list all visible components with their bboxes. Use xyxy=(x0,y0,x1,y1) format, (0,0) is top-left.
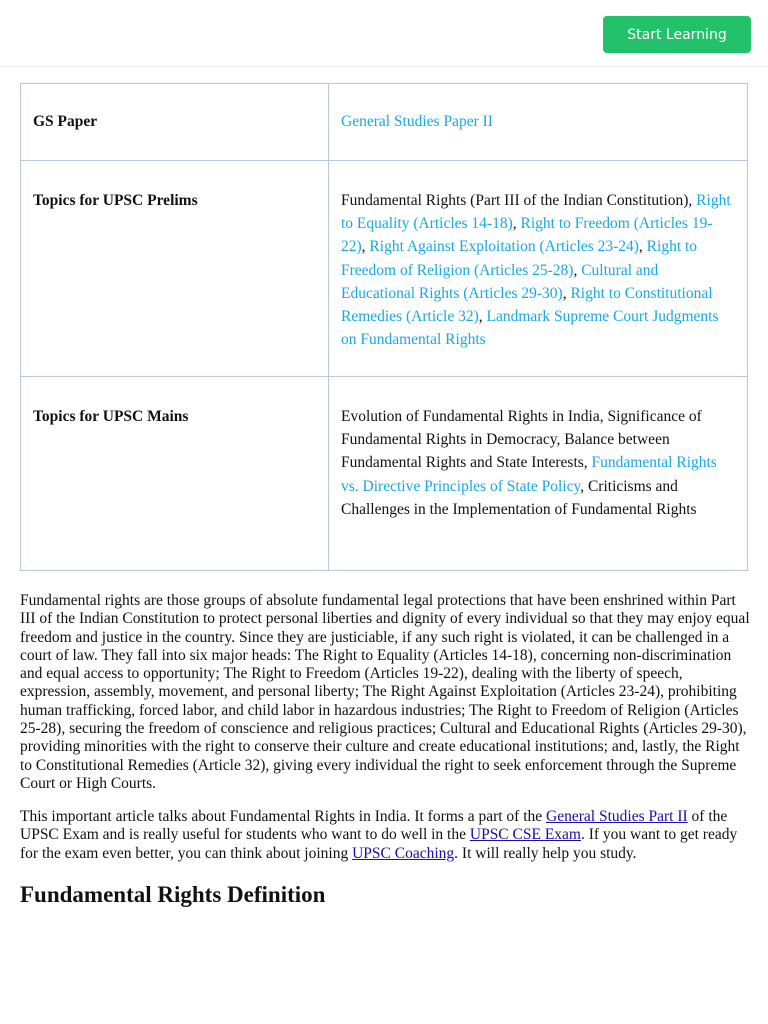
prelims-link[interactable]: Right to Equality (Articles 14-18) xyxy=(341,192,731,233)
article-paragraph xyxy=(20,808,752,863)
mains-label: Topics for UPSC Mains xyxy=(21,377,329,571)
prelims-link[interactable]: Right to Freedom of Religion (Articles 25-28) xyxy=(341,238,698,279)
upsc-cse-exam-link[interactable]: UPSC CSE Exam xyxy=(469,826,581,844)
mains-text: , Criticisms and Challenges in the Implementation of Fundamental Rights xyxy=(341,477,697,518)
prelims-value: Fundamental Rights (Part III of the Indian Constitution), Right to Equality (Articles 14-18), Right to Freedom (Articles 19-22), Right Against Exploitation (Articles 23-24), Right to Freedom of Religion (Articles 25-28), Cultural and Educational Rights (Articles 29-30), Right to Constitutional Remedies (Article 32), Landmark Supreme Court Judgments on Fundamental Rights xyxy=(329,161,748,377)
prelims-link[interactable]: Right to Constitutional Remedies (Article 32) xyxy=(341,284,713,326)
prelims-label: Topics for UPSC Prelims xyxy=(21,161,329,377)
topics-table xyxy=(20,83,748,571)
gs-paper-link[interactable]: General Studies Paper II xyxy=(341,113,493,131)
general-studies-link[interactable]: General Studies Part II xyxy=(546,808,688,825)
prelims-intro: Fundamental Rights (Part III of the Indian Constitution), xyxy=(341,192,693,209)
prelims-link[interactable]: Cultural and Educational Rights (Articles 29-30) xyxy=(341,261,659,302)
prelims-link[interactable]: Right Against Exploitation (Articles 23-24) xyxy=(369,238,639,256)
mains-link[interactable]: Fundamental Rights vs. Directive Principles of State Policy xyxy=(341,454,717,495)
mains-text: Evolution of Fundamental Rights in India, Significance of Fundamental Rights in Democracy, Balance between Fundamental Rights and State Interests, xyxy=(341,408,702,472)
table-row xyxy=(21,84,748,161)
prelims-link[interactable]: Right to Freedom (Articles 19-22) xyxy=(341,215,713,256)
prelims-link[interactable]: Landmark Supreme Court Judgments on Fundamental Rights xyxy=(341,308,719,349)
paragraph-text: This important article talks about Fundamental Rights in India. It forms a part of the xyxy=(20,808,547,825)
paragraph-text: of the UPSC Exam and is really useful for students who want to do well in the xyxy=(20,808,728,844)
mains-value xyxy=(329,377,748,571)
top-bar xyxy=(0,0,768,67)
paragraph-text: . If you want to get ready for the exam even better, you can think about joining xyxy=(20,826,738,862)
section-heading: Fundamental Rights Definition xyxy=(20,882,326,907)
table-row xyxy=(21,161,748,377)
start-learning-button[interactable]: Start Learning xyxy=(603,16,751,53)
gs-paper-label: GS Paper xyxy=(21,84,329,161)
gs-paper-value xyxy=(329,84,748,161)
upsc-coaching-link[interactable]: UPSC Coaching xyxy=(352,844,455,862)
paragraph-text: . It will really help you study. xyxy=(454,844,637,862)
table-row xyxy=(21,377,748,571)
intro-paragraph: Fundamental rights are those groups of absolute fundamental legal protections that have been enshrined within Part III of the Indian Constitution to protect personal liberties and dignity of every individual so that they may enjoy equal freedom and justice in the country. Since they are justiciable, if any such right is violated, it can be challenged in a court of law. They fall into six major heads: The Right to Equality (Articles 14-18), concerning non-discrimination and equal access to opportunity; The Right to Freedom (Articles 19-22), dealing with the liberty of speech, expression, assembly, movement, and personal liberty; The Right Against Exploitation (Articles 23-24), prohibiting human trafficking, forced labor, and child labor in hazardous industries; The Right to Freedom of Religion (Articles 25-28), securing the freedom of conscience and religious practices; Cultural and Educational Rights (Articles 29-30), providing minorities with the right to conserve their culture and create educational institutions; and, lastly, the Right to Constitutional Remedies (Article 32), giving every individual the right to seek enforcement through the Supreme Court or High Courts. xyxy=(20,592,750,792)
